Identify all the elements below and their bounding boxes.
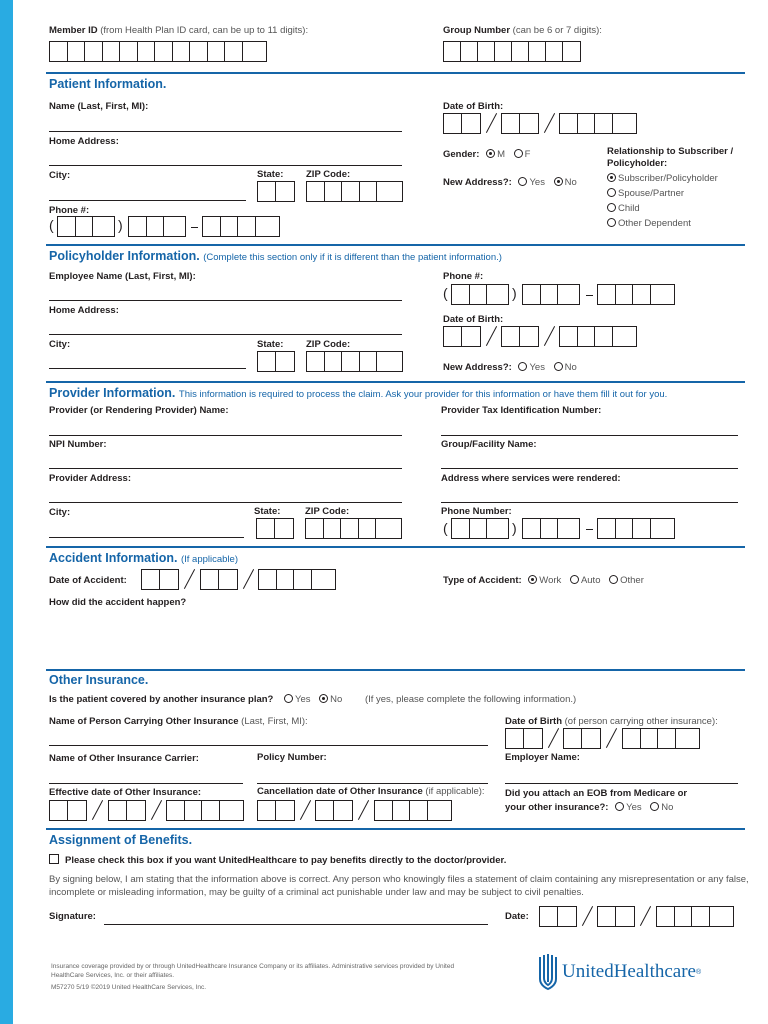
radio-selected-icon: [319, 694, 328, 703]
section-divider: [46, 72, 745, 74]
accident-date-label: Date of Accident:: [49, 575, 127, 586]
phone-dash: [586, 529, 593, 530]
date-separator: [640, 906, 651, 926]
patient-home-address-label: Home Address:: [49, 136, 119, 147]
assignment-section-title: Assignment of Benefits.: [49, 833, 193, 847]
provider-phone-prefix[interactable]: [522, 518, 580, 539]
patient-gender-label: Gender: M F: [443, 149, 531, 160]
cancellation-date-day[interactable]: [315, 800, 353, 821]
patient-dob-month[interactable]: [443, 113, 481, 134]
accident-section-title: Accident Information. (If applicable): [49, 551, 238, 565]
section-divider: [46, 381, 745, 383]
provider-address-label: Provider Address:: [49, 473, 132, 484]
unitedhealthcare-logo: [538, 952, 701, 992]
policyholder-dob-month[interactable]: [443, 326, 481, 347]
accident-date-day[interactable]: [200, 569, 238, 590]
paren-close: ): [512, 285, 517, 301]
patient-phone-line[interactable]: [202, 216, 280, 237]
provider-city-field[interactable]: [49, 537, 244, 538]
effective-date-year[interactable]: [166, 800, 244, 821]
other-carrier-label: Name of Other Insurance Carrier:: [49, 753, 199, 764]
date-separator: [184, 569, 195, 589]
radio-icon: [514, 149, 523, 158]
provider-city-label: City:: [49, 507, 71, 518]
signature-field[interactable]: [104, 924, 488, 925]
radio-icon: [570, 575, 579, 584]
signature-date-label: Date:: [505, 911, 529, 922]
date-separator: [300, 800, 311, 820]
radio-icon: [607, 203, 616, 212]
patient-zip-label: ZIP Code:: [306, 169, 351, 180]
patient-new-address-label: New Address?: Yes No: [443, 177, 577, 188]
rel-child-radio[interactable]: Child: [607, 203, 640, 214]
policyholder-section-title: Policyholder Information. (Complete this section only if it is different than the patient information.): [49, 249, 502, 263]
paren-close: ): [118, 217, 123, 233]
patient-dob-label: Date of Birth:: [443, 101, 504, 112]
policyholder-home-address-label: Home Address:: [49, 305, 119, 316]
other-dob-year[interactable]: [622, 728, 700, 749]
date-separator: [151, 800, 162, 820]
accident-date-month[interactable]: [141, 569, 179, 590]
gender-m-radio[interactable]: M: [486, 149, 505, 160]
section-divider: [46, 546, 745, 548]
assignment-checkbox-row[interactable]: [49, 854, 506, 866]
radio-icon: [607, 188, 616, 197]
service-address-label: Address where services were rendered:: [441, 473, 621, 484]
policy-number-label: Policy Number:: [257, 752, 327, 763]
paren-open: (: [49, 217, 54, 233]
radio-icon: [615, 802, 624, 811]
eob-question-line1: Did you attach an EOB from Medicare or: [505, 788, 688, 799]
footer-disclaimer: Insurance coverage provided by or through UnitedHealthcare Insurance Company or its affiliates. Administrative services provided by United HealthCare Services, Inc. or their affiliates.: [51, 963, 455, 979]
policy-number-field[interactable]: [257, 783, 488, 784]
patient-phone-prefix[interactable]: [128, 216, 186, 237]
new-address-no-radio[interactable]: No: [554, 177, 577, 188]
policyholder-zip-label: ZIP Code:: [306, 339, 351, 350]
other-insurance-section-title: Other Insurance.: [49, 673, 149, 687]
effective-date-label: Effective date of Other Insurance:: [49, 787, 202, 798]
effective-date-day[interactable]: [108, 800, 146, 821]
npi-field[interactable]: [49, 468, 402, 469]
policyholder-dob-year[interactable]: [559, 326, 637, 347]
rel-subscriber-radio[interactable]: Subscriber/Policyholder: [607, 173, 718, 184]
employee-name-label: Employee Name (Last, First, MI):: [49, 271, 196, 282]
cancellation-date-month[interactable]: [257, 800, 295, 821]
radio-icon: [518, 362, 527, 371]
employee-name-field[interactable]: [49, 300, 402, 301]
policyholder-phone-line[interactable]: [597, 284, 675, 305]
covered-question-label: Is the patient covered by another insurance plan? Yes No (If yes, please complete the following information.): [49, 694, 577, 705]
member-id-boxes[interactable]: [49, 41, 267, 62]
provider-name-field[interactable]: [49, 435, 402, 436]
provider-section-title: Provider Information. This information is required to process the claim. Ask your provider for this information or have them fill it out for you.: [49, 386, 668, 400]
section-divider: [46, 669, 745, 671]
patient-state-boxes[interactable]: [257, 181, 295, 202]
accident-date-year[interactable]: [258, 569, 336, 590]
cancellation-date-label: Cancellation date of Other Insurance (if applicable):: [257, 786, 485, 797]
paren-close: ): [512, 520, 517, 536]
eob-no-radio[interactable]: No: [650, 802, 673, 813]
new-address-yes-radio[interactable]: Yes: [518, 177, 545, 188]
other-carrier-field[interactable]: [49, 783, 243, 784]
date-separator: [544, 326, 555, 346]
employer-name-label: Employer Name:: [505, 752, 580, 763]
group-number-label: Group Number (can be 6 or 7 digits):: [443, 25, 602, 36]
patient-dob-year[interactable]: [559, 113, 637, 134]
date-separator: [548, 728, 559, 748]
radio-icon: [650, 802, 659, 811]
patient-name-label: Name (Last, First, MI):: [49, 101, 149, 112]
policyholder-home-address-field[interactable]: [49, 334, 402, 335]
patient-zip-boxes[interactable]: [306, 181, 403, 202]
date-separator: [486, 113, 497, 133]
policyholder-city-label: City:: [49, 339, 71, 350]
patient-home-address-field[interactable]: [49, 165, 402, 166]
radio-selected-icon: [528, 575, 537, 584]
employer-name-field[interactable]: [505, 783, 738, 784]
section-divider: [46, 244, 745, 246]
eob-question-line2: your other insurance?:: [505, 802, 609, 813]
policyholder-new-address-label: New Address?: Yes No: [443, 362, 577, 373]
policyholder-phone-label: Phone #:: [443, 271, 484, 282]
date-separator: [486, 326, 497, 346]
patient-state-label: State:: [257, 169, 284, 180]
provider-zip-label: ZIP Code:: [305, 506, 350, 517]
radio-selected-icon: [554, 177, 563, 186]
accident-other-radio[interactable]: Other: [609, 575, 644, 586]
date-separator: [606, 728, 617, 748]
ph-new-address-no-radio[interactable]: No: [554, 362, 577, 373]
provider-state-boxes[interactable]: [256, 518, 294, 539]
accident-how-label: How did the accident happen?: [49, 597, 187, 608]
patient-phone-label: Phone #:: [49, 205, 90, 216]
accident-how-field[interactable]: [49, 612, 739, 664]
patient-city-field[interactable]: [49, 200, 246, 201]
signature-date-day[interactable]: [597, 906, 635, 927]
assignment-checkbox-label: Please check this box if you want UnitedHealthcare to pay benefits directly to the doctor/provider.: [65, 855, 507, 866]
patient-phone-area[interactable]: [57, 216, 115, 237]
radio-icon: [609, 575, 618, 584]
policyholder-state-boxes[interactable]: [257, 351, 295, 372]
radio-icon: [518, 177, 527, 186]
section-divider: [46, 828, 745, 830]
date-separator: [358, 800, 369, 820]
footer-code: M57270 5/19 ©2019 United HealthCare Services, Inc.: [51, 984, 207, 991]
other-person-field[interactable]: [49, 745, 488, 746]
covered-note: (If yes, please complete the following information.): [364, 694, 577, 705]
rel-spouse-radio[interactable]: Spouse/Partner: [607, 188, 684, 199]
paren-open: (: [443, 520, 448, 536]
eob-question-label: [505, 787, 687, 815]
other-dob-month[interactable]: [505, 728, 543, 749]
patient-section-title: Patient Information.: [49, 77, 167, 91]
signature-date-year[interactable]: [656, 906, 734, 927]
accident-type-label: Type of Accident: Work Auto Other: [443, 575, 644, 586]
brand-registered-mark: ®: [695, 968, 702, 976]
gender-f-radio[interactable]: F: [514, 149, 531, 160]
phone-dash: [191, 227, 198, 228]
provider-zip-boxes[interactable]: [305, 518, 402, 539]
date-separator: [243, 569, 254, 589]
date-separator: [544, 113, 555, 133]
radio-selected-icon: [486, 149, 495, 158]
provider-tax-id-field[interactable]: [441, 435, 738, 436]
date-separator: [92, 800, 103, 820]
group-number-boxes[interactable]: [443, 41, 581, 62]
paren-open: (: [443, 285, 448, 301]
policyholder-phone-prefix[interactable]: [522, 284, 580, 305]
accident-auto-radio[interactable]: Auto: [570, 575, 601, 586]
signature-label: Signature:: [49, 911, 96, 922]
accident-work-radio[interactable]: Work: [528, 575, 561, 586]
policyholder-state-label: State:: [257, 339, 284, 350]
provider-phone-line[interactable]: [597, 518, 675, 539]
checkbox-icon[interactable]: [49, 854, 59, 864]
patient-dob-day[interactable]: [501, 113, 539, 134]
policyholder-phone-area[interactable]: [451, 284, 509, 305]
effective-date-month[interactable]: [49, 800, 87, 821]
eob-yes-radio[interactable]: Yes: [615, 802, 642, 813]
assignment-statement: By signing below, I am stating that the information above is correct. Any person who knowingly files a statement of claim containing any misrepresentation or any false, incomplete or misleading information, may be guilty of a criminal act punishable under law and may be subject to civil penalties.: [49, 874, 749, 898]
provider-tax-id-label: Provider Tax Identification Number:: [441, 405, 602, 416]
other-person-label: Name of Person Carrying Other Insurance (Last, First, MI):: [49, 716, 308, 727]
npi-label: NPI Number:: [49, 439, 107, 450]
uhc-shield-icon: [538, 953, 558, 991]
radio-selected-icon: [607, 173, 616, 182]
signature-date-month[interactable]: [539, 906, 577, 927]
policyholder-dob-label: Date of Birth:: [443, 314, 504, 325]
other-dob-day[interactable]: [563, 728, 601, 749]
policyholder-city-field[interactable]: [49, 368, 246, 369]
date-separator: [582, 906, 593, 926]
ph-new-address-yes-radio[interactable]: Yes: [518, 362, 545, 373]
relationship-label: Relationship to Subscriber / Policyholder:: [607, 146, 734, 169]
provider-phone-area[interactable]: [451, 518, 509, 539]
rel-other-radio[interactable]: Other Dependent: [607, 218, 691, 229]
patient-name-field[interactable]: [49, 131, 402, 132]
service-address-field[interactable]: [441, 502, 738, 503]
radio-icon: [607, 218, 616, 227]
patient-city-label: City:: [49, 170, 71, 181]
policyholder-zip-boxes[interactable]: [306, 351, 403, 372]
radio-icon: [284, 694, 293, 703]
group-facility-label: Group/Facility Name:: [441, 439, 537, 450]
member-id-label: Member ID (from Health Plan ID card, can be up to 11 digits):: [49, 25, 309, 36]
cancellation-date-year[interactable]: [374, 800, 452, 821]
provider-address-field[interactable]: [49, 502, 402, 503]
policyholder-dob-day[interactable]: [501, 326, 539, 347]
provider-phone-label: Phone Number:: [441, 506, 512, 517]
other-dob-label: Date of Birth (of person carrying other insurance):: [505, 716, 718, 727]
covered-no-radio[interactable]: No: [319, 694, 342, 705]
provider-name-label: Provider (or Rendering Provider) Name:: [49, 405, 229, 416]
provider-state-label: State:: [254, 506, 281, 517]
sidebar-accent-bar: [0, 0, 13, 1024]
brand-name: UnitedHealthcare: [562, 961, 696, 982]
phone-dash: [586, 295, 593, 296]
group-facility-field[interactable]: [441, 468, 738, 469]
radio-icon: [554, 362, 563, 371]
covered-yes-radio[interactable]: Yes: [284, 694, 311, 705]
